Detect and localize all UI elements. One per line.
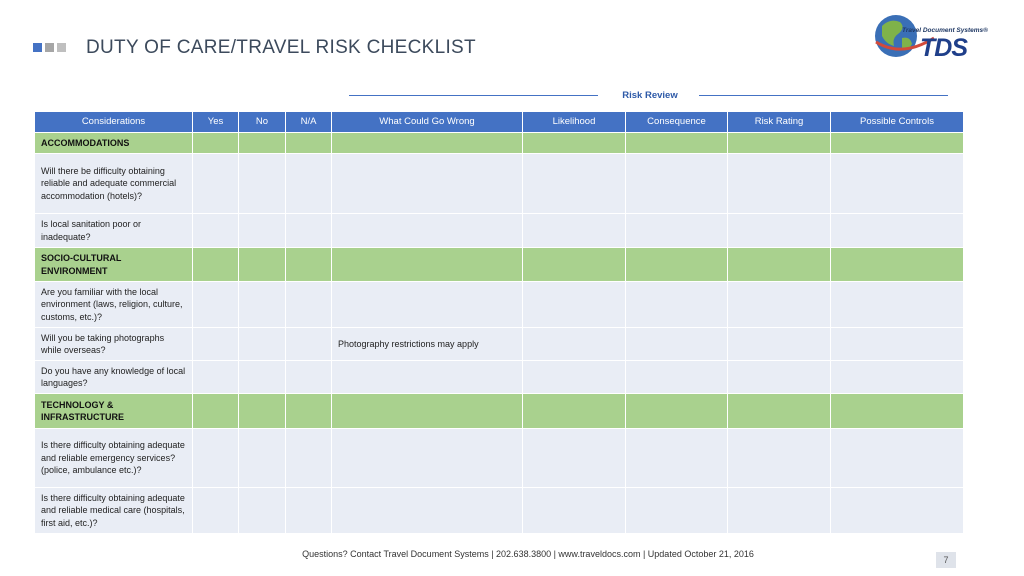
response-cell — [831, 248, 964, 282]
response-cell — [523, 133, 626, 154]
response-cell — [831, 133, 964, 154]
what-could-go-wrong-cell[interactable] — [332, 361, 523, 394]
response-cell[interactable] — [728, 488, 831, 534]
response-cell[interactable] — [626, 154, 728, 214]
response-cell[interactable] — [523, 361, 626, 394]
response-cell — [193, 394, 239, 429]
response-cell[interactable] — [831, 282, 964, 328]
response-cell[interactable] — [626, 282, 728, 328]
logo-wordmark: TDS — [920, 34, 967, 62]
column-header: No — [239, 112, 286, 133]
response-cell — [728, 394, 831, 429]
response-cell[interactable] — [626, 214, 728, 248]
response-cell[interactable] — [239, 154, 286, 214]
consideration-cell: Is there difficulty obtaining adequate and reliable medical care (hospitals, first aid, etc.)? — [35, 488, 193, 534]
response-cell[interactable] — [626, 361, 728, 394]
column-header: What Could Go Wrong — [332, 112, 523, 133]
section-label: SOCIO-CULTURAL ENVIRONMENT — [35, 248, 193, 282]
risk-review-rule-left — [349, 95, 598, 96]
response-cell — [523, 248, 626, 282]
response-cell[interactable] — [193, 328, 239, 361]
response-cell[interactable] — [239, 429, 286, 488]
response-cell[interactable] — [193, 361, 239, 394]
what-could-go-wrong-cell[interactable] — [332, 214, 523, 248]
response-cell[interactable] — [286, 282, 332, 328]
response-cell[interactable] — [239, 361, 286, 394]
section-label: TECHNOLOGY & INFRASTRUCTURE — [35, 394, 193, 429]
consideration-cell: Are you familiar with the local environment (laws, religion, culture, customs, etc.)? — [35, 282, 193, 328]
response-cell[interactable] — [626, 488, 728, 534]
consideration-cell: Will you be taking photographs while overseas? — [35, 328, 193, 361]
response-cell — [626, 248, 728, 282]
response-cell[interactable] — [523, 154, 626, 214]
table-header-row — [35, 112, 964, 133]
response-cell — [728, 248, 831, 282]
response-cell — [286, 133, 332, 154]
page-number: 7 — [936, 552, 956, 568]
response-cell[interactable] — [239, 328, 286, 361]
column-header: Possible Controls — [831, 112, 964, 133]
table-row — [35, 361, 964, 394]
section-row — [35, 394, 964, 429]
response-cell[interactable] — [193, 154, 239, 214]
response-cell — [332, 133, 523, 154]
response-cell[interactable] — [728, 154, 831, 214]
column-header: Yes — [193, 112, 239, 133]
what-could-go-wrong-cell[interactable] — [332, 154, 523, 214]
section-label: ACCOMMODATIONS — [35, 133, 193, 154]
consideration-cell: Is local sanitation poor or inadequate? — [35, 214, 193, 248]
section-row — [35, 133, 964, 154]
response-cell — [626, 394, 728, 429]
response-cell[interactable] — [286, 154, 332, 214]
column-header: Considerations — [35, 112, 193, 133]
column-header: Risk Rating — [728, 112, 831, 133]
response-cell[interactable] — [831, 488, 964, 534]
risk-review-label: Risk Review — [622, 90, 678, 101]
response-cell[interactable] — [728, 361, 831, 394]
table-row — [35, 429, 964, 488]
section-row — [35, 248, 964, 282]
response-cell[interactable] — [286, 429, 332, 488]
response-cell[interactable] — [831, 214, 964, 248]
response-cell — [239, 133, 286, 154]
response-cell[interactable] — [728, 214, 831, 248]
consideration-cell: Is there difficulty obtaining adequate and reliable emergency services? (police, ambulance etc.)? — [35, 429, 193, 488]
response-cell[interactable] — [286, 488, 332, 534]
response-cell — [239, 248, 286, 282]
table-row — [35, 488, 964, 534]
title-decoration — [33, 43, 66, 52]
consideration-cell: Do you have any knowledge of local languages? — [35, 361, 193, 394]
response-cell[interactable] — [728, 282, 831, 328]
logo-tagline: Travel Document Systems® — [902, 27, 988, 34]
response-cell[interactable] — [523, 488, 626, 534]
response-cell — [193, 133, 239, 154]
response-cell[interactable] — [831, 154, 964, 214]
title-square-blue — [33, 43, 42, 52]
response-cell[interactable] — [728, 429, 831, 488]
response-cell[interactable] — [286, 361, 332, 394]
response-cell — [332, 248, 523, 282]
table-row — [35, 328, 964, 361]
what-could-go-wrong-cell[interactable] — [332, 488, 523, 534]
response-cell[interactable] — [239, 214, 286, 248]
response-cell — [286, 248, 332, 282]
title-square-light — [57, 43, 66, 52]
response-cell[interactable] — [286, 328, 332, 361]
risk-checklist-table — [34, 111, 964, 534]
response-cell — [193, 248, 239, 282]
response-cell[interactable] — [626, 429, 728, 488]
response-cell[interactable] — [193, 488, 239, 534]
footer-contact: Questions? Contact Travel Document Systems | 202.638.3800 | www.traveldocs.com | Updated October 21, 2016 — [302, 549, 754, 559]
response-cell[interactable] — [239, 488, 286, 534]
response-cell[interactable] — [831, 429, 964, 488]
response-cell — [332, 394, 523, 429]
response-cell[interactable] — [831, 328, 964, 361]
table-row — [35, 214, 964, 248]
risk-review-rule-right — [699, 95, 948, 96]
response-cell — [626, 133, 728, 154]
consideration-cell: Will there be difficulty obtaining reliable and adequate commercial accommodation (hotels)? — [35, 154, 193, 214]
table-body — [35, 133, 964, 534]
response-cell[interactable] — [523, 429, 626, 488]
response-cell — [286, 394, 332, 429]
what-could-go-wrong-cell[interactable]: Photography restrictions may apply — [332, 328, 523, 361]
title-square-gray — [45, 43, 54, 52]
response-cell — [831, 394, 964, 429]
table-row — [35, 154, 964, 214]
response-cell — [239, 394, 286, 429]
response-cell[interactable] — [728, 328, 831, 361]
column-header: Consequence — [626, 112, 728, 133]
response-cell[interactable] — [831, 361, 964, 394]
column-header: N/A — [286, 112, 332, 133]
response-cell — [728, 133, 831, 154]
response-cell[interactable] — [193, 282, 239, 328]
response-cell[interactable] — [626, 328, 728, 361]
response-cell — [523, 394, 626, 429]
response-cell[interactable] — [523, 214, 626, 248]
response-cell[interactable] — [239, 282, 286, 328]
response-cell[interactable] — [193, 429, 239, 488]
table-row — [35, 282, 964, 328]
response-cell[interactable] — [286, 214, 332, 248]
response-cell[interactable] — [193, 214, 239, 248]
what-could-go-wrong-cell[interactable] — [332, 282, 523, 328]
column-header: Likelihood — [523, 112, 626, 133]
response-cell[interactable] — [523, 282, 626, 328]
page-title: DUTY OF CARE/TRAVEL RISK CHECKLIST — [86, 37, 476, 58]
response-cell[interactable] — [523, 328, 626, 361]
what-could-go-wrong-cell[interactable] — [332, 429, 523, 488]
